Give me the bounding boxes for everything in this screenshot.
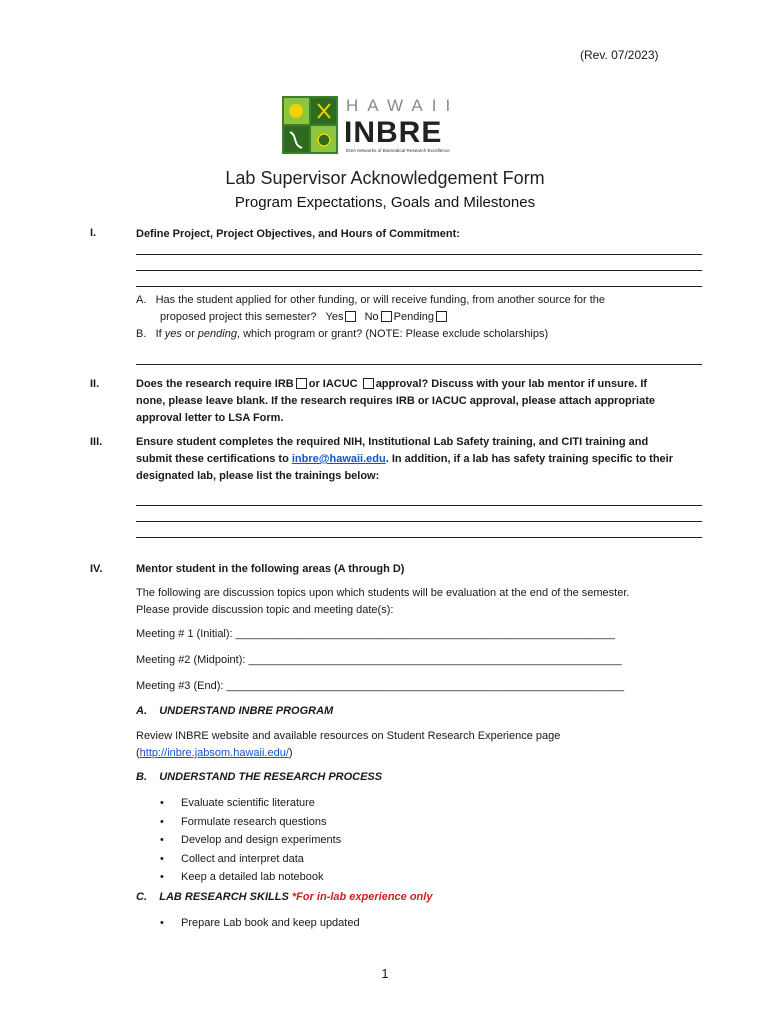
checkbox-pending[interactable]	[436, 311, 447, 322]
checkbox-no[interactable]	[381, 311, 392, 322]
funding-program-line[interactable]	[136, 364, 702, 365]
research-process-list	[160, 794, 341, 887]
option-pending-label: Pending	[393, 311, 435, 323]
training-line-2[interactable]	[136, 521, 702, 522]
section-1-heading: Define Project, Project Objectives, and Hours of Commitment:	[136, 228, 460, 240]
checkbox-yes[interactable]	[345, 311, 356, 322]
logo-main-text: INBRE	[344, 116, 443, 149]
lab-skills-list	[160, 914, 360, 933]
revision-label: (Rev. 07/2023)	[580, 48, 659, 62]
list-item: • Develop and design experiments	[160, 834, 342, 846]
subsection-c-heading: C. LAB RESEARCH SKILLS *For in-lab experience only	[136, 891, 433, 903]
in-lab-note: *For in-lab experience only	[291, 891, 433, 903]
list-item: • Keep a detailed lab notebook	[160, 871, 324, 883]
meeting-3-field[interactable]: Meeting #3 (End): _________________________________________________________________	[136, 680, 625, 692]
hawaii-inbre-logo	[282, 96, 482, 156]
section-2-text: Does the research require IRB or IACUC approval? Discuss with your lab mentor if unsure. If none, please leave blank. If the research requires IRB or IACUC approval, please attach appropriate approval letter to LSA Form.	[136, 378, 656, 424]
subsection-a-heading: A. UNDERSTAND INBRE PROGRAM	[136, 705, 334, 717]
list-item: • Formulate research questions	[160, 815, 327, 828]
list-item: • Evaluate scientific literature	[160, 797, 315, 809]
checkbox-iacuc[interactable]	[363, 378, 374, 389]
project-line-1[interactable]	[136, 254, 702, 255]
section-2-number: II.	[90, 378, 100, 390]
checkbox-irb[interactable]	[296, 378, 307, 389]
subsection-a-text: Review INBRE website and available resources on Student Research Experience page (http://inbre.jabsom.hawaii.edu/)	[136, 730, 561, 759]
form-title: Lab Supervisor Acknowledgement Form	[225, 168, 545, 188]
logo-tagline: IDeA Networks of Biomedical Research Excellence	[346, 148, 450, 153]
subsection-b-heading: B. UNDERSTAND THE RESEARCH PROCESS	[136, 771, 383, 783]
section-3-text: Ensure student completes the required NIH, Institutional Lab Safety training, and CITI training and submit these certifications to inbre@hawaii.edu. In addition, if a lab has safety training specific to their designated lab, please list the trainings below:	[136, 436, 674, 482]
list-item: • Prepare Lab book and keep updated	[160, 917, 360, 929]
training-line-1[interactable]	[136, 505, 702, 506]
section-4-heading: Mentor student in the following areas (A through D)	[136, 563, 405, 575]
section-3-number: III.	[90, 436, 103, 448]
page-number: 1	[381, 966, 389, 981]
option-yes-label: Yes	[325, 311, 344, 323]
section-4-intro: The following are discussion topics upon which students will be evaluation at the end of the semester. Please provide discussion topic and meeting date(s):	[136, 587, 630, 616]
project-line-2[interactable]	[136, 270, 702, 271]
meeting-2-field[interactable]: Meeting #2 (Midpoint): _____________________________________________________________	[136, 654, 622, 666]
inbre-website-link[interactable]: http://inbre.jabsom.hawaii.edu/	[139, 747, 289, 759]
form-subtitle: Program Expectations, Goals and Milestones	[234, 194, 536, 211]
logo-top-text: HAWAII	[346, 96, 460, 115]
section-4-number: IV.	[90, 563, 103, 575]
list-item: • Collect and interpret data	[160, 852, 304, 865]
meeting-1-field[interactable]: Meeting # 1 (Initial): ______________________________________________________________	[136, 628, 615, 640]
training-line-3[interactable]	[136, 537, 702, 538]
option-no-label: No	[364, 311, 379, 323]
section-1-number: I.	[90, 227, 97, 239]
inbre-email-link[interactable]: inbre@hawaii.edu	[291, 453, 386, 465]
funding-question: A. Has the student applied for other funding, or will receive funding, from another source for the proposed project this semester? Yes No Pending B. If yes or pending, which program or grant? (NOTE: Please exclude scholarships)	[136, 294, 605, 340]
project-line-3[interactable]	[136, 286, 702, 287]
